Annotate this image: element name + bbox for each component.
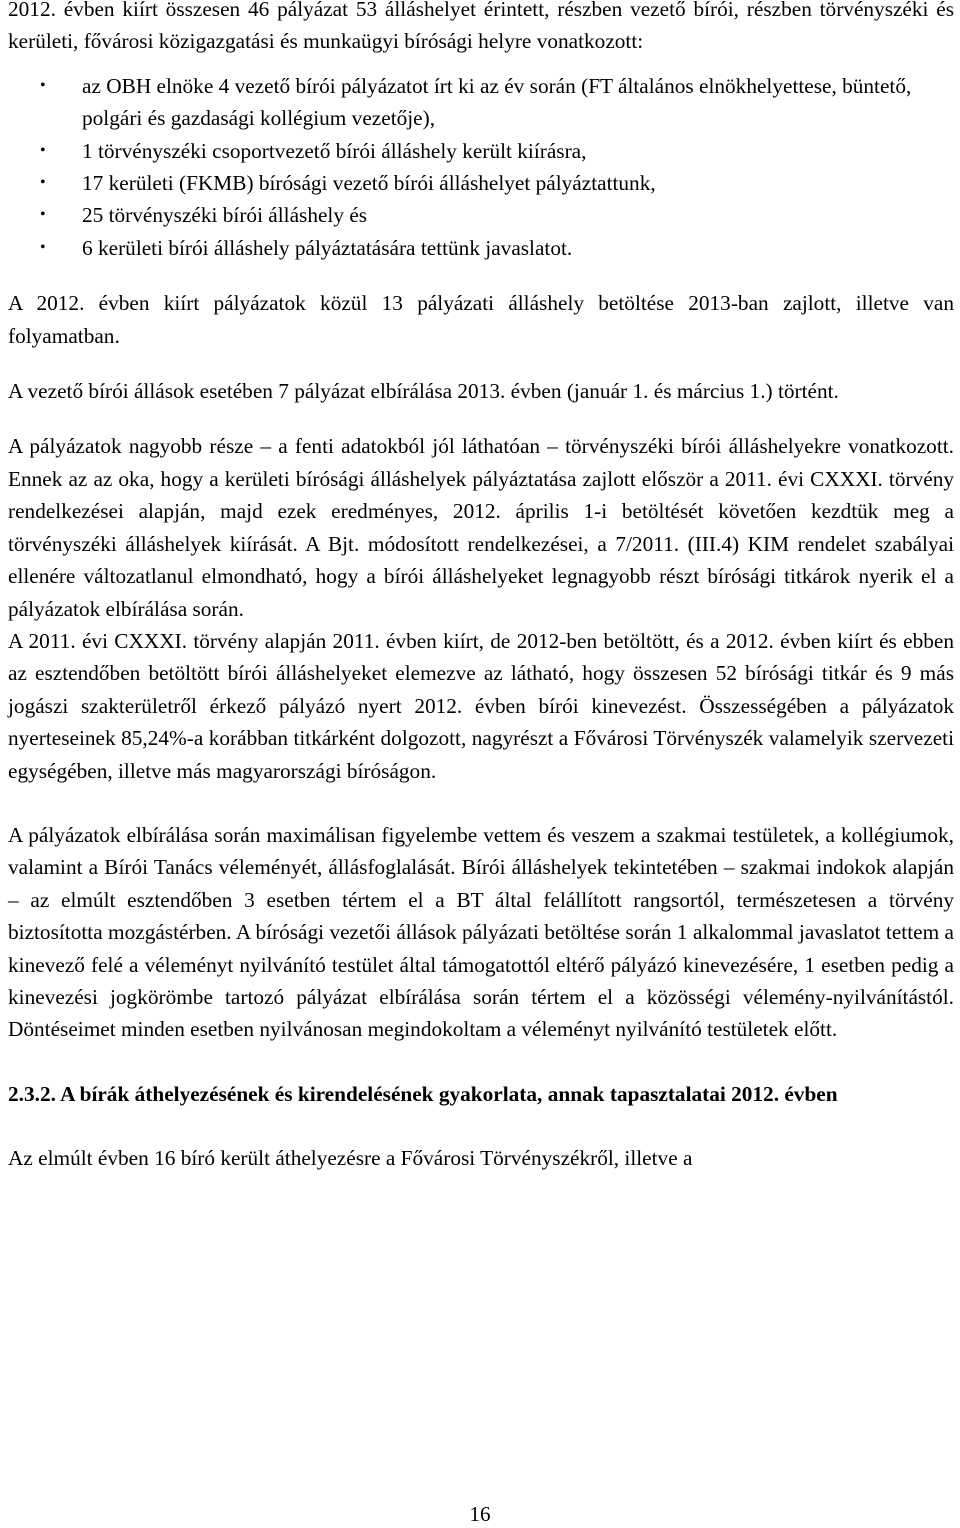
section-heading: 2.3.2. A bírák áthelyezésének és kirendelésének gyakorlata, annak tapasztalatai 2012. évben xyxy=(8,1081,838,1106)
spacer xyxy=(8,352,954,375)
paragraph-tribunal-posts: A pályázatok nagyobb része – a fenti adatokból jól láthatóan – törvényszéki bírói álláshelyekre vonatkozott. Ennek az az oka, hogy a kerületi bírósági álláshelyek pályáztatása zajlott először a 2011. évi CXXXI. törvény rendelkezései alapján, majd ezek eredményes, 2012. április 1-i betöltését követően kezdtük meg a törvényszéki álláshelyek kiírását. A Bjt. módosított rendelkezései, a 7/2011. (III.4) KIM rendelet szabályai ellenére változatlanul elmondható, hogy a bírói álláshelyeket legnagyobb részt bírósági titkárok nyerik el a pályázatok elbírálása során. xyxy=(8,434,954,621)
spacer xyxy=(8,787,954,819)
spacer xyxy=(8,264,954,287)
paragraph-deferred-appointments: A 2012. évben kiírt pályázatok közül 13 pályázati álláshely betöltése 2013-ban zajlott, illetve van folyamatban. xyxy=(8,291,954,348)
paragraph-evaluation: A pályázatok elbírálása során maximálisan figyelembe vettem és veszem a szakmai testületek, a kollégiumok, valamint a Bírói Tanács véleményét, állásfoglalását. Bírói álláshelyek tekintetében – szakmai indokok alapján – az elmúlt esztendőben 3 esetben tértem el a BT által felállított rangsortól, természetesen a törvény biztosította mozgástérben. A bírósági vezetői állások pályázati betöltése során 1 alkalommal javaslatot tettem a kinevező felé a véleményt nyilvánító testület által támogatottól eltérő pályázó kinevezésére, 1 esetben pedig a kinevezési jogkörömbe tartozó pályázat elbírálása során tértem el a közösségi vélemény-nyilvánítástól. Döntéseimet minden esetben nyilvánosan megindokoltam a véleményt nyilvánító testületek előtt. xyxy=(8,822,954,1042)
list-item xyxy=(8,135,954,167)
intro-paragraph: 2012. évben kiírt összesen 46 pályázat 53 álláshelyet érintett, részben vezető bírói, részben törvényszéki és kerületi, fővárosi közigazgatási és munkaügyi bírósági helyre vonatkozott: xyxy=(8,0,954,54)
spacer xyxy=(8,1046,954,1078)
bullet-icon: • xyxy=(40,174,46,192)
paragraph-statistics: A 2011. évi CXXXI. törvény alapján 2011. évben kiírt, de 2012-ben betöltött, és a 2012. évben kiírt és ebben az esztendőben betöltött bírói álláshelyeket elemezve az látható, hogy összesen 52 bírósági titkár és 9 más jogászi szakterületről érkező pályázó nyert 2012. évben bírói kinevezést. Összességében a pályázatok nyerteseinek 85,24%-a korábban titkárként dolgozott, nagyrészt a Fővárosi Törvényszék valamelyik szervezeti egységében, illetve más magyarországi bíróságon. xyxy=(8,628,954,783)
bullet-list xyxy=(8,70,954,264)
paragraph-leadership-posts: A vezető bírói állások esetében 7 pályázat elbírálása 2013. évben (január 1. és március 1.) történt. xyxy=(8,379,839,404)
list-item-text: az OBH elnöke 4 vezető bírói pályázatot írt ki az év során (FT általános elnökhelyettese, büntető, polgári és gazdasági kollégium vezetője), xyxy=(82,73,912,131)
list-item xyxy=(8,167,954,199)
bullet-icon: • xyxy=(40,141,46,159)
list-item-text: 17 kerületi (FKMB) bírósági vezető bírói álláshelyet pályáztattunk, xyxy=(82,171,656,196)
bullet-icon: • xyxy=(40,76,46,94)
page-number: 16 xyxy=(469,1502,491,1526)
spacer xyxy=(8,1110,954,1142)
list-item xyxy=(8,199,954,231)
spacer xyxy=(8,407,954,430)
list-item xyxy=(8,70,954,135)
list-item-text: 25 törvényszéki bírói álláshely és xyxy=(82,203,368,228)
bullet-icon: • xyxy=(40,238,46,256)
list-item xyxy=(8,232,954,264)
list-item-text: 1 törvényszéki csoportvezető bírói álláshely került kiírásra, xyxy=(82,138,587,163)
document-page xyxy=(8,0,954,1175)
paragraph-transfers: Az elmúlt évben 16 bíró került áthelyezésre a Fővárosi Törvényszékről, illetve a xyxy=(8,1146,693,1171)
list-item-text: 6 kerületi bírói álláshely pályáztatására tettünk javaslatot. xyxy=(82,235,573,260)
bullet-icon: • xyxy=(40,206,46,224)
